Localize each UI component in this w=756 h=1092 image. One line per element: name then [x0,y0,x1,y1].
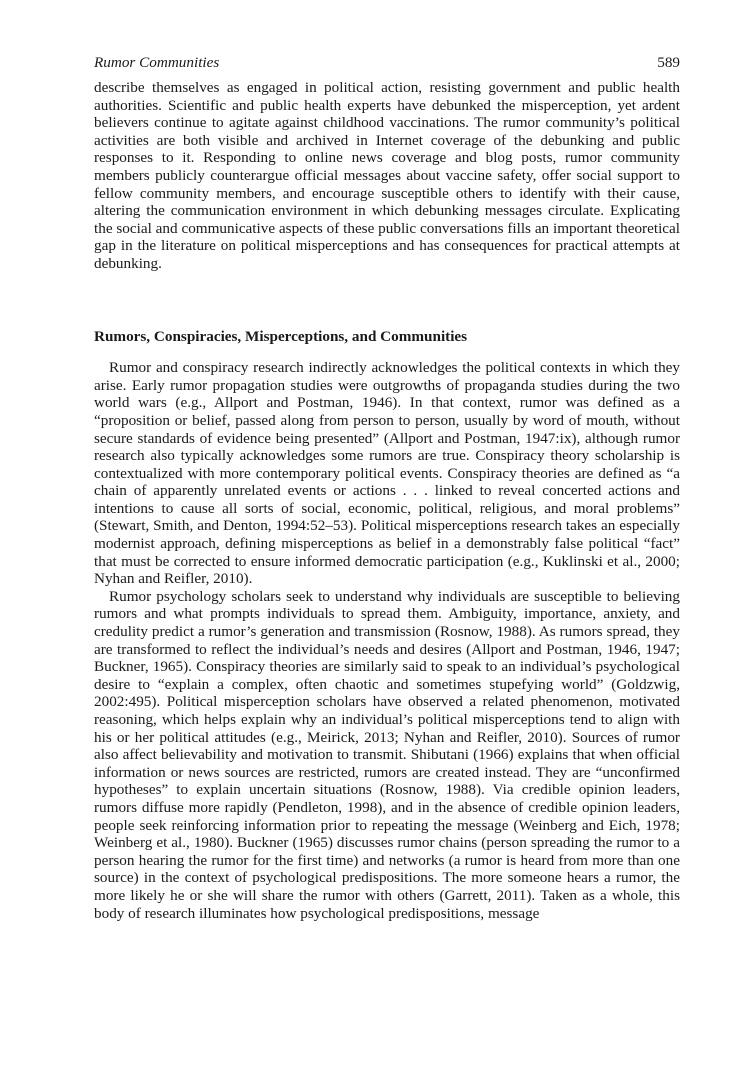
page-number: 589 [657,54,680,71]
body-paragraph-1: Rumor and conspiracy research indirectly acknowledges the political contexts in which they arise. Early rumor propagation studies were outgrowths of propaganda studies during the two world wars (e.g., Allport and Postman, 1946). In that context, rumor was defined as a “proposition or belief, passed along from person to person, usually by word of mouth, without secure standards of evidence being presented” (Allport and Postman, 1947:ix), although rumor research also typically acknowledges some rumors are true. Conspiracy theory scholarship is contextualized with more contemporary political events. Conspiracy theories are defined as “a chain of apparently unrelated events or actions . . . linked to reveal concerted actions and intentions to cause all sorts of social, economic, political, religious, and moral problems” (Stewart, Smith, and Denton, 1994:52–53). Political misperceptions research takes an especially modernist approach, defining misperceptions as belief in a demonstrably false political “fact” that must be corrected to ensure informed democratic participation (e.g., Kuklinski et al., 2000; Nyhan and Reifler, 2010). [94,359,680,588]
intro-paragraph: describe themselves as engaged in political action, resisting government and public health authorities. Scientific and public health experts have debunked the misperception, yet ardent believers continue to agitate against childhood vaccinations. The rumor community’s political activities are both visible and archived in Internet coverage of the debunking and public responses to it. Responding to online news coverage and blog posts, rumor community members publicly counterargue official messages about vaccine safety, offer social support to fellow community members, and encourage susceptible others to identify with their cause, altering the communication environment in which debunking messages circulate. Explicating the social and communicative aspects of these public conversations fills an important theoretical gap in the literature on political misperceptions and has consequences for practical attempts at debunking. [94,79,680,272]
running-header [94,54,680,72]
journal-page [94,54,680,922]
body-paragraph-2: Rumor psychology scholars seek to understand why individuals are susceptible to believing rumors and what prompts individuals to spread them. Ambiguity, importance, anxiety, and credulity predict a rumor’s generation and transmission (Rosnow, 1988). As rumors spread, they are transformed to reflect the individual’s needs and desires (Allport and Postman, 1946, 1947; Buckner, 1965). Conspiracy theories are similarly said to speak to an individual’s psychological desire to “explain a complex, often chaotic and sometimes stupefying world” (Goldzwig, 2002:495). Political misperception scholars have observed a related phenomenon, motivated reasoning, which helps explain why an individual’s political misperceptions tend to align with his or her political attitudes (e.g., Meirick, 2013; Nyhan and Reifler, 2010). Sources of rumor also affect believability and motivation to transmit. Shibutani (1966) explains that when official information or news sources are restricted, rumors are created instead. They are “unconfirmed hypotheses” to explain uncertain situations (Rosnow, 1988). Via credible opinion leaders, rumors diffuse more rapidly (Pendleton, 1998), and in the absence of credible opinion leaders, people seek reinforcing information prior to repeating the message (Weinberg and Eich, 1978; Weinberg et al., 1980). Buckner (1965) discusses rumor chains (person spreading the rumor to a person hearing the rumor for the first time) and networks (a rumor is heard from more than one source) in the context of psychological predispositions. The more someone hears a rumor, the more likely he or she will share the rumor with others (Garrett, 2011). Taken as a whole, this body of research illuminates how psychological predispositions, message [94,587,680,922]
running-title: Rumor Communities [94,54,220,71]
section-heading: Rumors, Conspiracies, Misperceptions, and Communities [94,327,468,345]
